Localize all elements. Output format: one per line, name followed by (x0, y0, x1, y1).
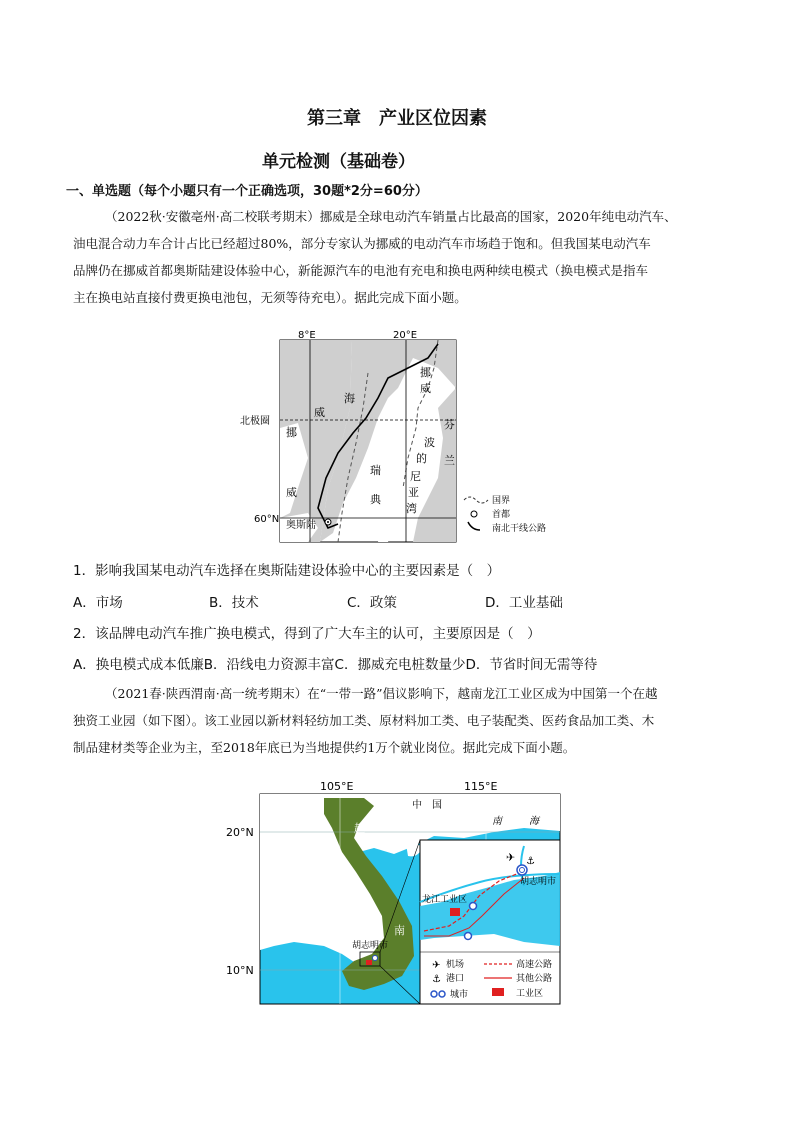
legend-capital-label: 首都 (492, 510, 511, 520)
passage-2-line: （2021春·陕西渭南·高一统考期末）在“一带一路”倡议影响下，越南龙江工业区成为中国第一个在越 (105, 686, 658, 701)
legend-airport-icon: ✈ (432, 960, 441, 971)
hcmc-city-marker (373, 956, 378, 961)
legend-border-label: 国界 (492, 496, 511, 506)
document-subtitle: 单元检测（基础卷） (262, 152, 415, 172)
inset-city (470, 903, 477, 910)
lon-105e-label: 105°E (320, 780, 354, 793)
map-label-bo: 波 (424, 436, 435, 449)
legend-airport-label: 机场 (446, 960, 465, 970)
map-label-ya: 亚 (408, 486, 419, 499)
legend-highway-label: 南北干线公路 (492, 524, 547, 534)
legend-city-symbol (431, 991, 437, 997)
legend-industrial-symbol (492, 988, 504, 996)
china-label: 中 国 (412, 800, 442, 811)
lon-115e-label: 115°E (464, 780, 498, 793)
legend-port-label: 港口 (446, 974, 465, 984)
lat-20n-label: 20°N (226, 826, 254, 839)
map-label-nuo-top: 挪 (420, 366, 431, 379)
q1-option-b[interactable]: B．技术 (209, 595, 259, 611)
legend-expressway-label: 高速公路 (516, 960, 553, 970)
legend-border-symbol (464, 497, 488, 503)
legend-city-label: 城市 (450, 990, 469, 1000)
vietnam-label-yue: 越 (354, 822, 365, 835)
inset-city (465, 933, 472, 940)
map-label-wei-2: 威 (286, 486, 297, 499)
inset-industrial-park (450, 908, 460, 916)
inset-port-icon: ⚓ (526, 856, 535, 867)
q2-option-b[interactable]: B．沿线电力资源丰富 (203, 657, 335, 673)
question-1-stem: 1．影响我国某电动汽车选择在奥斯陆建设体验中心的主要因素是（ ） (73, 563, 501, 579)
passage-1-line: （2022秋·安徽亳州·高二校联考期末）挪威是全球电动汽车销量占比最高的国家，2020年纯电动汽车、 (105, 209, 677, 224)
map-label-de: 的 (416, 452, 427, 465)
passage-2 (73, 680, 723, 761)
q2-option-d[interactable]: D．节省时间无需等待 (465, 657, 598, 673)
south-china-sea-label-hai: 海 (529, 816, 539, 827)
question-2-options (73, 653, 733, 673)
q2-option-a[interactable]: A．换电模式成本低廉 (73, 657, 204, 673)
map-label-ni: 尼 (410, 470, 421, 483)
passage-1-line: 油电混合动力车合计占比已经超过80%，部分专家认为挪威的电动汽车市场趋于饱和。但我国某电动汽车 (73, 236, 651, 251)
legend-other-road-label: 其他公路 (516, 974, 553, 984)
map-label-nuo: 挪 (286, 426, 297, 439)
map-label-lan: 兰 (444, 454, 455, 467)
passage-2-line: 制品建材类等企业为主，至2018年底已为当地提供约1万个就业岗位。据此完成下面小题。 (73, 740, 576, 755)
question-2-stem: 2．该品牌电动汽车推广换电模式，得到了广大车主的认可，主要原因是（ ） (73, 626, 541, 642)
lon-8e-label: 8°E (298, 330, 316, 341)
q1-option-d[interactable]: D．工业基础 (485, 595, 563, 611)
industrial-park-marker (366, 960, 372, 965)
q2-option-c[interactable]: C．挪威充电桩数量少 (334, 657, 466, 673)
legend-highway-symbol (468, 522, 480, 530)
map-label-dian: 典 (370, 493, 381, 506)
document-title: 第三章 产业区位因素 (307, 108, 487, 129)
map-label-wei-top: 威 (420, 382, 431, 395)
map-label-wei: 威 (314, 406, 325, 419)
inset-airport-icon: ✈ (506, 851, 516, 864)
map-label-wan: 湾 (406, 502, 417, 515)
section-heading: 一、单选题（每个小题只有一个正确选项，30题*2分=60分） (66, 184, 428, 199)
vietnam-label-nan: 南 (394, 924, 405, 937)
vietnam-map (224, 776, 574, 1008)
passage-1-line: 主在换电站直接付费更换电池包，无须等待充电）。据此完成下面小题。 (73, 290, 467, 305)
legend-capital-symbol (471, 511, 477, 517)
arctic-circle-label: 北极圈 (240, 416, 270, 427)
scandinavia-map (238, 328, 558, 546)
oslo-label: 奥斯陆 (286, 520, 316, 531)
map-label-hai: 海 (344, 392, 355, 405)
legend-port-icon: ⚓ (432, 974, 441, 985)
hcmc-label: 胡志明市 (352, 941, 389, 951)
q1-option-a[interactable]: A．市场 (73, 595, 123, 611)
passage-2-line: 独资工业园（如下图）。该工业园以新材料轻纺加工类、原材料加工类、电子装配类、医药食品加工类、木 (73, 713, 655, 728)
map-label-fen: 芬 (444, 418, 455, 431)
inset-map (420, 840, 560, 1004)
legend-industrial-label: 工业区 (516, 989, 544, 999)
question-1-options (73, 591, 733, 611)
lat-10n-label: 10°N (226, 964, 254, 977)
lon-20e-label: 20°E (393, 330, 418, 341)
inset-park-label: 龙江工业区 (422, 895, 468, 905)
passage-1 (73, 203, 723, 311)
inset-hcmc-label: 胡志明市 (520, 877, 557, 887)
passage-1-line: 品牌仍在挪威首都奥斯陆建设体验中心，新能源汽车的电池有充电和换电两种续电模式（换电模式是指车 (73, 263, 649, 278)
q1-option-c[interactable]: C．政策 (347, 595, 397, 611)
map-label-rui: 瑞 (370, 464, 381, 477)
lat-60n-label: 60°N (254, 514, 280, 525)
south-china-sea-label-nan: 南 (492, 816, 502, 827)
